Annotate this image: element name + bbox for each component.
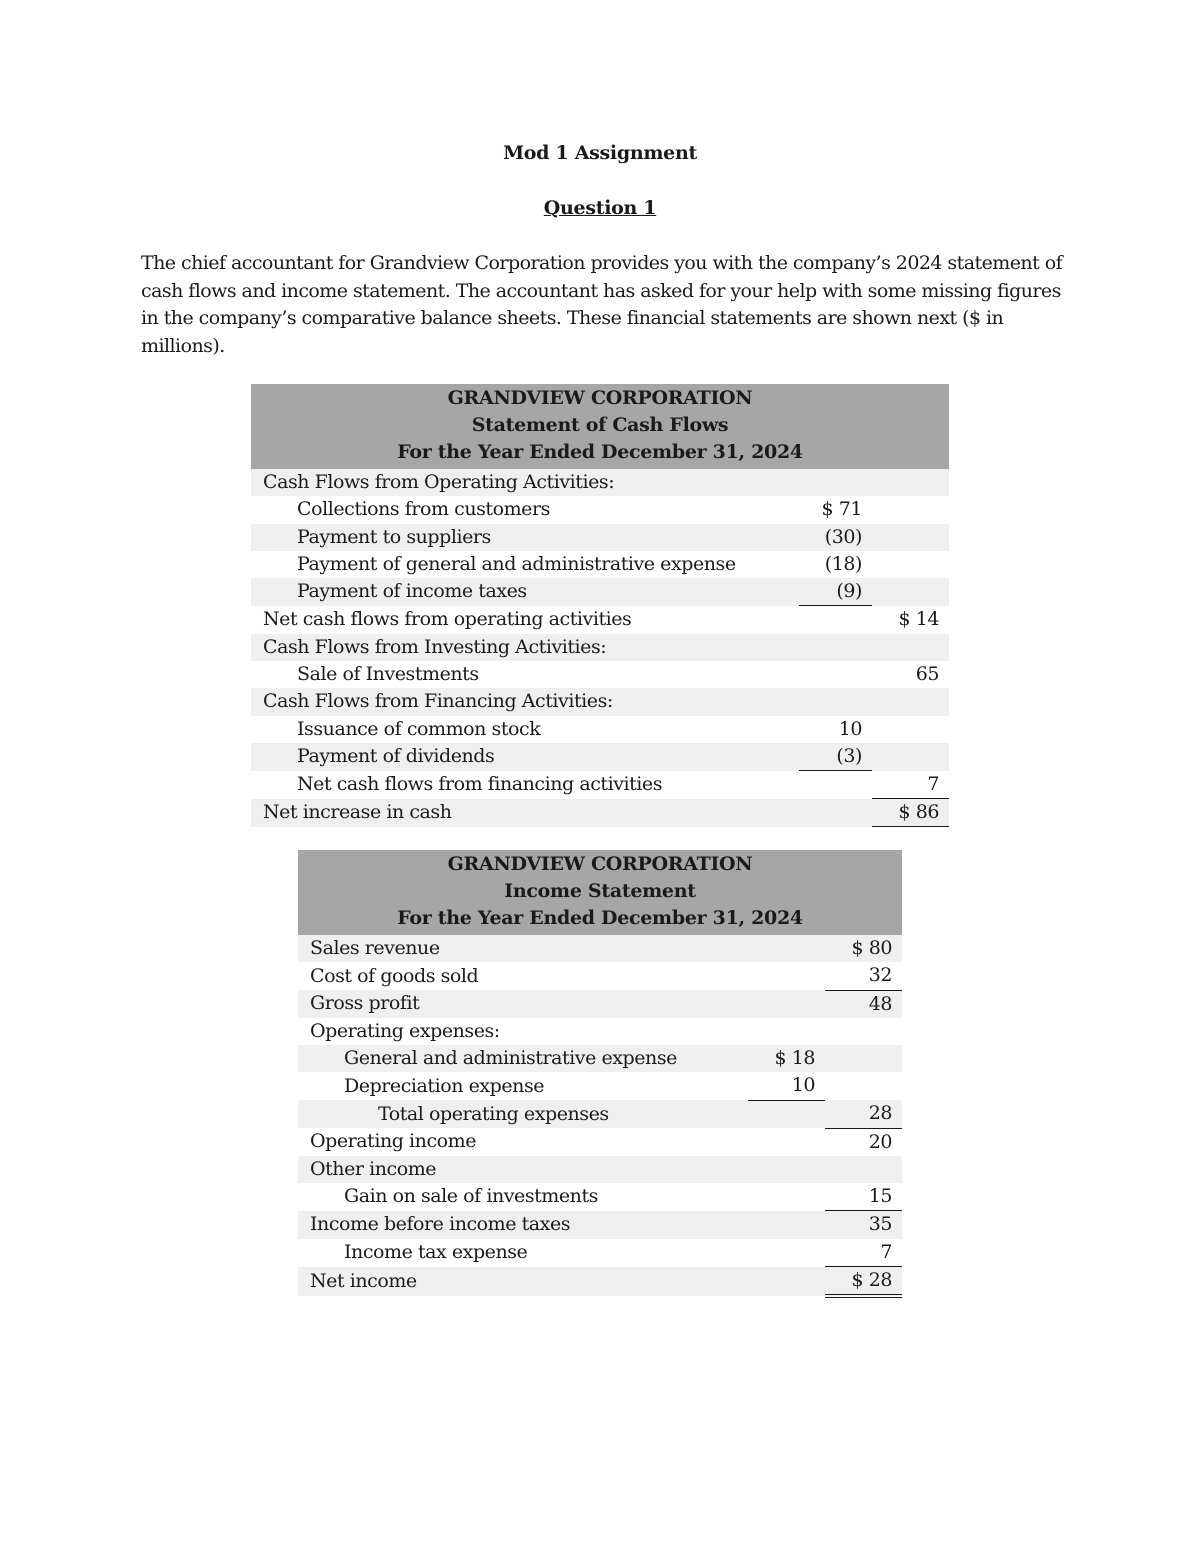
row-label: Gain on sale of investments <box>344 1185 598 1208</box>
table-row <box>251 688 949 715</box>
table-row <box>298 935 902 962</box>
row-label: Payment to suppliers <box>251 524 799 551</box>
question-heading <box>0 197 1200 219</box>
row-value: 10 <box>748 1072 825 1100</box>
row-total: $ 86 <box>872 799 949 827</box>
row-value: (30) <box>799 524 872 551</box>
row-label: Income tax expense <box>344 1241 528 1264</box>
row-label: Gross profit <box>298 990 748 1018</box>
row-label: Cost of goods sold <box>310 964 479 987</box>
statement-header-row <box>298 878 902 905</box>
table-row <box>251 634 949 661</box>
section-label: Operating expenses: <box>310 1019 500 1042</box>
section-label: Cash Flows from Operating Activities: <box>251 469 799 496</box>
row-value: (9) <box>799 578 872 606</box>
statement-name: Income Statement <box>298 878 902 905</box>
row-total: 20 <box>868 1130 892 1153</box>
statement-period: For the Year Ended December 31, 2024 <box>251 439 949 469</box>
row-total: 7 <box>872 771 949 799</box>
statement-header-row <box>251 439 949 469</box>
table-row <box>298 962 902 990</box>
table-row <box>298 1128 902 1156</box>
company-name: GRANDVIEW CORPORATION <box>251 384 949 412</box>
row-label: Issuance of common stock <box>297 717 541 740</box>
row-label: Net increase in cash <box>251 799 799 827</box>
table-row <box>298 1183 902 1211</box>
row-total: 48 <box>825 990 902 1018</box>
row-label: Collections from customers <box>297 498 550 521</box>
table-row <box>251 661 949 688</box>
row-value: (3) <box>799 743 872 771</box>
table-row <box>298 1072 902 1100</box>
row-total: 35 <box>825 1211 902 1239</box>
table-row <box>251 496 949 523</box>
company-name: GRANDVIEW CORPORATION <box>298 850 902 878</box>
row-total: $ 14 <box>898 608 939 631</box>
statement-header-row <box>298 905 902 935</box>
row-total: $ 80 <box>825 935 902 962</box>
row-total: 15 <box>825 1183 902 1211</box>
table-row <box>251 551 949 578</box>
row-label: Payment of dividends <box>251 743 799 771</box>
row-label: Payment of income taxes <box>251 578 799 606</box>
row-label: Sale of Investments <box>297 663 479 686</box>
table-row <box>298 990 902 1018</box>
table-row <box>298 1211 902 1239</box>
statement-name: Statement of Cash Flows <box>251 412 949 439</box>
table-row <box>251 771 949 799</box>
row-total: 32 <box>825 962 902 990</box>
table-row <box>251 606 949 634</box>
section-label: Cash Flows from Investing Activities: <box>251 634 799 661</box>
table-row <box>251 743 949 771</box>
table-row <box>251 469 949 496</box>
row-label: Depreciation expense <box>344 1074 545 1097</box>
row-total: 65 <box>915 663 939 686</box>
table-row <box>298 1018 902 1045</box>
statement-header-row <box>298 850 902 878</box>
row-label: Total operating expenses <box>298 1100 748 1128</box>
table-row <box>251 716 949 743</box>
question-heading-text: Question 1 <box>543 197 657 219</box>
row-label: General and administrative expense <box>298 1045 748 1072</box>
row-value: $ 18 <box>748 1045 825 1072</box>
row-label: Net cash flows from operating activities <box>263 608 632 631</box>
row-total: 7 <box>825 1239 902 1267</box>
row-label: Net income <box>298 1267 748 1297</box>
row-label: Income before income taxes <box>298 1211 748 1239</box>
row-value: $ 71 <box>821 498 862 521</box>
row-label: Net cash flows from financing activities <box>297 773 663 796</box>
section-label: Cash Flows from Financing Activities: <box>251 688 799 715</box>
row-label: Sales revenue <box>298 935 748 962</box>
income-statement <box>298 850 902 1298</box>
row-value: (18) <box>824 552 862 575</box>
table-row <box>251 799 949 827</box>
table-row <box>298 1156 902 1183</box>
section-label: Other income <box>298 1156 748 1183</box>
document-title: Mod 1 Assignment <box>503 142 697 164</box>
row-label: Payment of general and administrative expense <box>297 552 736 575</box>
table-row <box>298 1045 902 1072</box>
row-value: 10 <box>838 717 862 740</box>
row-total: 28 <box>825 1100 902 1128</box>
cash-flow-statement <box>251 384 949 827</box>
row-label: Operating income <box>310 1130 476 1153</box>
statement-period: For the Year Ended December 31, 2024 <box>298 905 902 935</box>
table-row <box>251 578 949 606</box>
intro-paragraph: The chief accountant for Grandview Corporation provides you with the company’s 2024 statement of cash flows and income statement. The accountant has asked for your help with some missing figures in the company’s comparative balance sheets. These financial statements are shown next ($ in millions). <box>141 252 1063 357</box>
table-row <box>298 1267 902 1297</box>
statement-header-row <box>251 412 949 439</box>
table-row <box>298 1100 902 1128</box>
row-total: $ 28 <box>825 1267 902 1297</box>
table-row <box>298 1239 902 1267</box>
statement-header-row <box>251 384 949 412</box>
table-row <box>251 524 949 551</box>
